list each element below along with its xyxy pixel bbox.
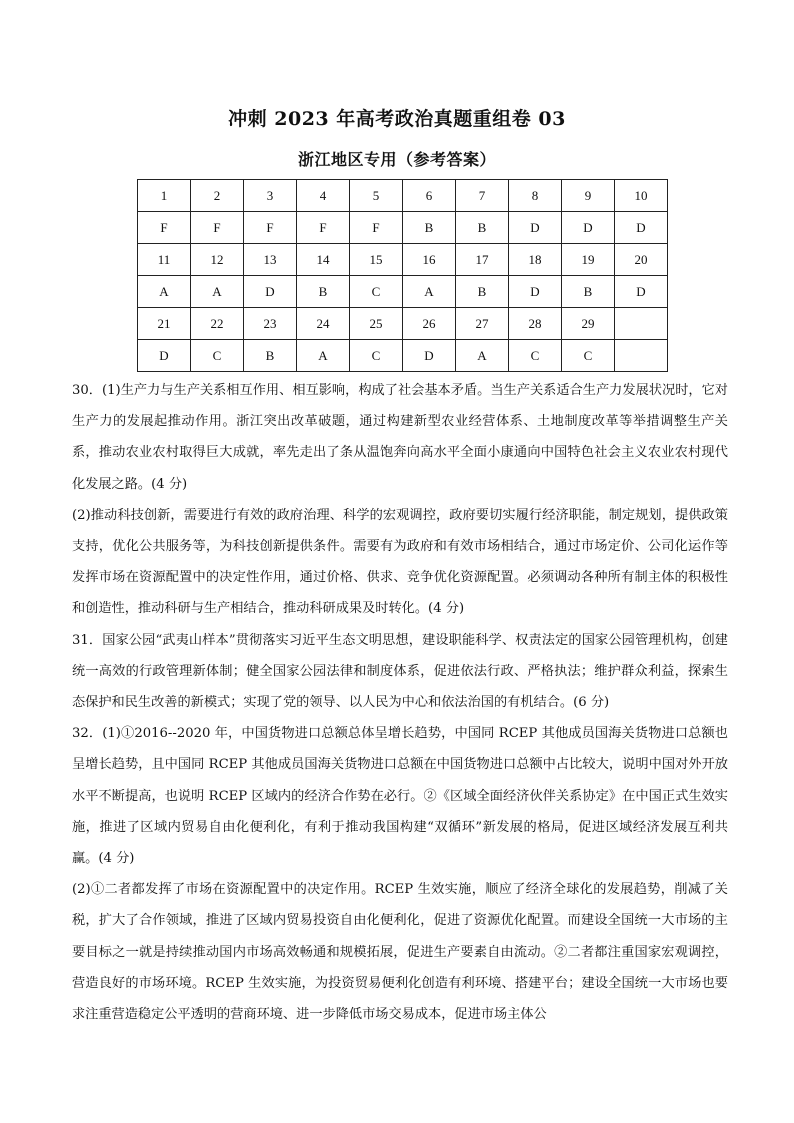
answer-cell: A — [403, 276, 456, 308]
question-number-cell: 21 — [138, 308, 191, 340]
answer-cell: C — [350, 340, 403, 372]
question-number-cell: 7 — [456, 180, 509, 212]
answer-row — [138, 340, 668, 372]
answer-cell: A — [138, 276, 191, 308]
answer-cell: F — [244, 212, 297, 244]
answer-cell: F — [350, 212, 403, 244]
answer-explanations — [72, 375, 728, 1030]
answer-cell: B — [403, 212, 456, 244]
answer-cell: B — [456, 212, 509, 244]
answer-cell: C — [191, 340, 244, 372]
question-number-row — [138, 244, 668, 276]
answer-cell: C — [562, 340, 615, 372]
answer-cell: B — [456, 276, 509, 308]
answer-cell: F — [138, 212, 191, 244]
answer-cell: C — [509, 340, 562, 372]
question-number-cell: 2 — [191, 180, 244, 212]
question-number-cell: 6 — [403, 180, 456, 212]
question-number-cell: 19 — [562, 244, 615, 276]
answer-32-part-1: 32．(1)①2016--2020 年，中国货物进口总额总体呈增长趋势，中国同 RCEP 其他成员国海关货物进口总额也呈增长趋势，且中国同 RCEP 其他成员国海关货物进口总额在中国货物进口总额中占比较大，说明中国对外开放水平不断提高，也说明 RCEP 区域内的经济合作势在必行。②《区域全面经济伙伴关系协定》在中国正式生效实施，推进了区域内贸易自由化便利化，有利于推动我国构建“双循环”新发展的格局，促进区域经济发展互利共赢。(4 分) — [72, 726, 728, 867]
answer-row — [138, 276, 668, 308]
question-number-cell: 12 — [191, 244, 244, 276]
answer-cell: F — [191, 212, 244, 244]
answer-table — [137, 179, 668, 372]
answer-cell: B — [562, 276, 615, 308]
question-number-cell: 8 — [509, 180, 562, 212]
question-number-cell: 9 — [562, 180, 615, 212]
answer-cell: D — [509, 276, 562, 308]
question-number-cell: 20 — [615, 244, 668, 276]
answer-cell: D — [403, 340, 456, 372]
answer-cell: A — [456, 340, 509, 372]
question-number-cell: 18 — [509, 244, 562, 276]
question-number-cell: 22 — [191, 308, 244, 340]
answer-cell — [615, 340, 668, 372]
answer-32-part-2: (2)①二者都发挥了市场在资源配置中的决定作用。RCEP 生效实施，顺应了经济全球化的发展趋势，削减了关税，扩大了合作领域，推进了区域内贸易投资自由化便利化，促进了资源优化配置。而建设全国统一大市场的主要目标之一就是持续推动国内市场高效畅通和规模拓展，促进生产要素自由流动。②二者都注重国家宏观调控，营造良好的市场环境。RCEP 生效实施，为投资贸易便利化创造有利环境、搭建平台；建设全国统一大市场也要求注重营造稳定公平透明的营商环境、进一步降低市场交易成本，促进市场主体公 — [72, 882, 728, 1023]
question-number-cell: 1 — [138, 180, 191, 212]
answer-cell: D — [615, 212, 668, 244]
answer-30-part-1: 30．(1)生产力与生产关系相互作用、相互影响，构成了社会基本矛盾。当生产关系适合生产力发展状况时，它对生产力的发展起推动作用。浙江突出改革破题，通过构建新型农业经营体系、土地制度改革等举措调整生产关系，推动农业农村取得巨大成就，率先走出了条从温饱奔向高水平全面小康通向中国特色社会主义农业农村现代化发展之路。(4 分) — [72, 383, 728, 492]
answer-cell: C — [350, 276, 403, 308]
question-number-cell: 15 — [350, 244, 403, 276]
question-number-cell: 13 — [244, 244, 297, 276]
question-number-cell: 4 — [297, 180, 350, 212]
page-subtitle: 浙江地区专用（参考答案） — [297, 150, 496, 169]
question-number-cell: 29 — [562, 308, 615, 340]
question-number-cell: 28 — [509, 308, 562, 340]
question-number-cell: 14 — [297, 244, 350, 276]
answer-cell: D — [615, 276, 668, 308]
answer-cell: D — [509, 212, 562, 244]
question-number-cell: 24 — [297, 308, 350, 340]
question-number-cell: 10 — [615, 180, 668, 212]
answer-row — [138, 212, 668, 244]
answer-cell: A — [297, 340, 350, 372]
answer-cell: D — [244, 276, 297, 308]
answer-cell: B — [244, 340, 297, 372]
question-number-cell — [615, 308, 668, 340]
answer-cell: F — [297, 212, 350, 244]
question-number-cell: 26 — [403, 308, 456, 340]
answer-30-part-2: (2)推动科技创新，需要进行有效的政府治理、科学的宏观调控，政府要切实履行经济职能，制定规划，提供政策支持，优化公共服务等，为科技创新提供条件。需要有为政府和有效市场相结合，通过市场定价、公司化运作等发挥市场在资源配置中的决定性作用，通过价格、供求、竞争优化资源配置。必须调动各种所有制主体的积极性和创造性，推动科研与生产相结合，推动科研成果及时转化。(4 分) — [72, 507, 728, 617]
question-number-row — [138, 308, 668, 340]
question-number-cell: 11 — [138, 244, 191, 276]
question-number-cell: 3 — [244, 180, 297, 212]
answer-cell: D — [138, 340, 191, 372]
answer-cell: A — [191, 276, 244, 308]
answer-cell: B — [297, 276, 350, 308]
question-number-row — [138, 180, 668, 212]
answer-31: 31．国家公园“武夷山样本”贯彻落实习近平生态文明思想，建设职能科学、权责法定的国家公园管理机构，创建统一高效的行政管理新体制；健全国家公园法律和制度体系，促进依法行政、严格执法；维护群众利益，探索生态保护和民生改善的新模式；实现了党的领导、以人民为中心和依法治国的有机结合。(6 分) — [72, 632, 728, 711]
question-number-cell: 25 — [350, 308, 403, 340]
question-number-cell: 27 — [456, 308, 509, 340]
page-title: 冲刺 2023 年高考政治真题重组卷 03 — [228, 108, 566, 130]
question-number-cell: 23 — [244, 308, 297, 340]
question-number-cell: 5 — [350, 180, 403, 212]
question-number-cell: 16 — [403, 244, 456, 276]
question-number-cell: 17 — [456, 244, 509, 276]
answer-cell: D — [562, 212, 615, 244]
